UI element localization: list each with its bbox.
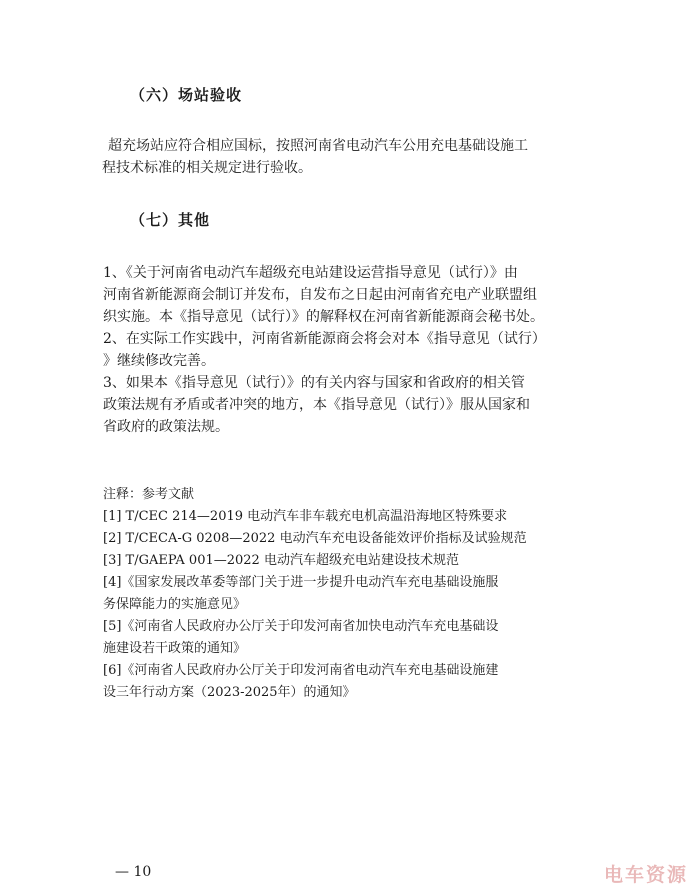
reference-line: [3] T/GAEPA 001—2022 电动汽车超级充电站建设技术规范 (103, 553, 459, 568)
watermark-logo: 电车资源 (603, 864, 688, 886)
section7-paragraph (103, 262, 583, 438)
reference-line: 施建设若干政策的通知》 (103, 641, 247, 656)
section6-paragraph (102, 135, 588, 179)
page-number: — 10 (115, 864, 152, 880)
section6-line: 程技术标准的相关规定进行验收。 (102, 160, 312, 176)
reference-line: [6]《河南省人民政府办公厅关于印发河南省电动汽车充电基础设施建 (103, 663, 499, 678)
reference-line: 务保障能力的实施意见》 (103, 597, 247, 612)
reference-line: [5]《河南省人民政府办公厅关于印发河南省加快电动汽车充电基础设 (103, 619, 499, 634)
reference-line: [4]《国家发展改革委等部门关于进一步提升电动汽车充电基础设施服 (103, 575, 499, 590)
reference-line: 设三年行动方案（2023-2025年）的通知》 (103, 685, 356, 700)
section7-line: 织实施。本《指导意见（试行）》的解释权在河南省新能源商会秘书处。 (103, 309, 544, 325)
section7-line: 省政府的政策法规。 (103, 419, 229, 435)
section7-line: 河南省新能源商会制订并发布，自发布之日起由河南省充电产业联盟组 (103, 287, 537, 303)
reference-line: [1] T/CEC 214—2019 电动汽车非车载充电机高温沿海地区特殊要求 (103, 509, 508, 524)
section7-line: 2、在实际工作实践中，河南省新能源商会将会对本《指导意见（试行） (103, 331, 546, 347)
section7-line: 》继续修改完善。 (103, 353, 215, 369)
reference-line: [2] T/CECA-G 0208—2022 电动汽车充电设备能效评价指标及试验规范 (103, 531, 527, 546)
section6-heading: （六）场站验收 (130, 86, 243, 104)
section7-line: 1、《关于河南省电动汽车超级充电站建设运营指导意见（试行）》由 (103, 265, 518, 281)
references-section (103, 484, 583, 704)
section7-line: 政策法规有矛盾或者冲突的地方，本《指导意见（试行）》服从国家和 (103, 397, 530, 413)
section6-line: 超充场站应符合相应国标，按照河南省电动汽车公用充电基础设施工 (108, 138, 528, 154)
section7-heading: （七）其他 (130, 211, 211, 229)
section7-line: 3、如果本《指导意见（试行）》的有关内容与国家和省政府的相关管 (103, 375, 525, 391)
references-title: 注释：参考文献 (103, 487, 195, 502)
